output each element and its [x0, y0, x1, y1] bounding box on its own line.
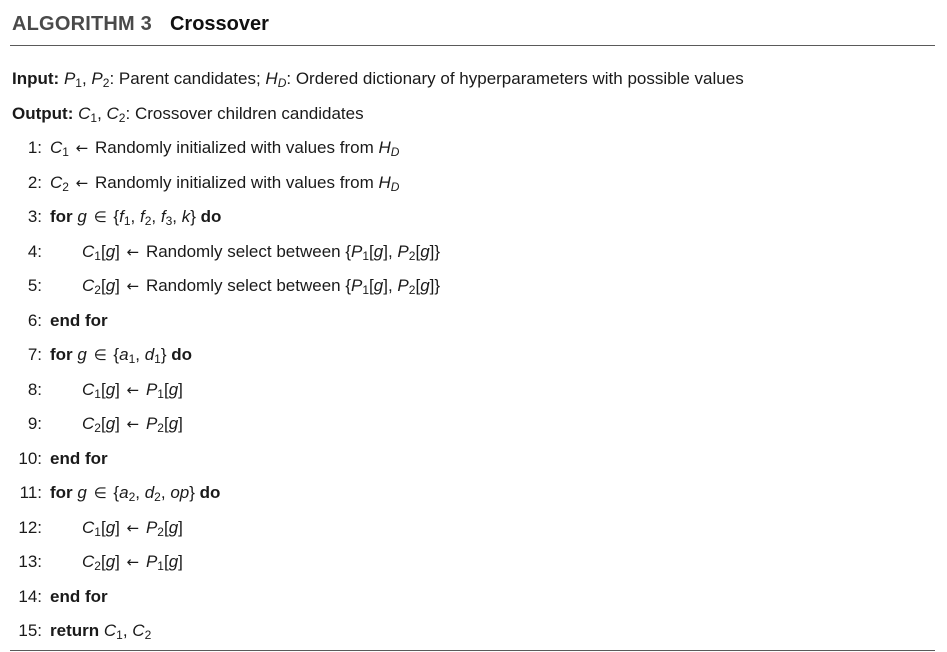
- statement-text: Randomly select between: [145, 241, 341, 261]
- do-keyword: do: [171, 345, 193, 364]
- statement-text: Randomly select between: [145, 276, 341, 295]
- algorithm-line: 2: $C_2$ ← Randomly initialized with values from $H_D$: [12, 166, 744, 201]
- output-line: Output: $C_1$, $C_2$: Crossover children candidates: [12, 103, 364, 125]
- algorithm-label: ALGORITHM 3: [12, 13, 152, 35]
- algorithm-line: 1: $C_1$ ← Randomly initialized with values from $H_D$: [12, 131, 744, 166]
- for-keyword: for: [50, 207, 73, 226]
- input-description: Parent candidates;: [118, 69, 261, 88]
- line-number: 9:: [27, 414, 42, 433]
- line-number: 3:: [27, 207, 42, 226]
- line-number: 2:: [27, 172, 42, 192]
- algorithm-name: Crossover: [169, 13, 269, 35]
- algorithm-title: [12, 12, 269, 36]
- output-keyword: Output:: [12, 103, 74, 123]
- line-number: 5:: [27, 276, 42, 295]
- algorithm-line: 12: $C_1[g]$ ← $P_2[g]$: [12, 511, 744, 546]
- algorithm-body: [12, 62, 744, 649]
- algorithm-line: [12, 580, 744, 615]
- statement-text: Randomly initialized with values from: [95, 172, 374, 192]
- top-rule: [10, 45, 935, 46]
- algorithm-line: [12, 304, 744, 339]
- do-keyword: do: [200, 207, 222, 226]
- return-keyword: return: [50, 621, 100, 640]
- line-number: 10:: [18, 448, 42, 468]
- algorithm-line: 5: $C_2[g]$ ← Randomly select between {$P_1[g]$, $P_2[g]$}: [12, 269, 744, 304]
- end-for-keyword: end for: [50, 310, 108, 330]
- statement-text: Randomly initialized with values from: [95, 138, 374, 157]
- input-dict-description: Ordered dictionary of hyperparameters with possible values: [295, 69, 744, 88]
- input-keyword: Input:: [12, 69, 60, 88]
- do-keyword: do: [199, 483, 221, 502]
- input-line: Input: $P_1$, $P_2$: Parent candidates; $H_D$: Ordered dictionary of hyperparameters with possible values: [12, 69, 744, 90]
- line-number: 6:: [27, 310, 42, 330]
- line-number: 4:: [27, 241, 42, 261]
- end-for-keyword: end for: [50, 586, 108, 606]
- end-for-keyword: end for: [50, 448, 108, 468]
- algorithm-line: 13: $C_2[g]$ ← $P_1[g]$: [12, 545, 744, 580]
- line-number: 11:: [19, 483, 42, 502]
- line-number: 12:: [18, 517, 42, 537]
- for-keyword: for: [50, 483, 73, 502]
- bottom-rule: [10, 650, 935, 651]
- line-number: 1:: [27, 138, 42, 157]
- line-number: 15:: [18, 621, 42, 640]
- algorithm-line: 11: for g ∈ {$a_2$, $d_2$, op} do: [12, 476, 744, 511]
- algorithm-line: 8: $C_1[g]$ ← $P_1[g]$: [12, 373, 744, 408]
- line-number: 8:: [27, 379, 42, 399]
- line-number: 13:: [18, 552, 42, 571]
- algorithm-line: 9: $C_2[g]$ ← $P_2[g]$: [12, 407, 744, 442]
- algorithm-line: 7: for g ∈ {$a_1$, $d_1$} do: [12, 338, 744, 373]
- algorithm-line: 15: return $C_1$, $C_2$: [12, 614, 744, 649]
- for-keyword: for: [50, 345, 73, 364]
- line-number: 7:: [27, 345, 42, 364]
- algorithm-line: [12, 442, 744, 477]
- algorithm-line: 3: for g ∈ {$f_1$, $f_2$, $f_3$, k} do: [12, 200, 744, 235]
- algorithm-line: 4: $C_1[g]$ ← Randomly select between {$P_1[g]$, $P_2[g]$}: [12, 235, 744, 270]
- line-number: 14:: [18, 586, 42, 606]
- output-description: Crossover children candidates: [134, 103, 364, 123]
